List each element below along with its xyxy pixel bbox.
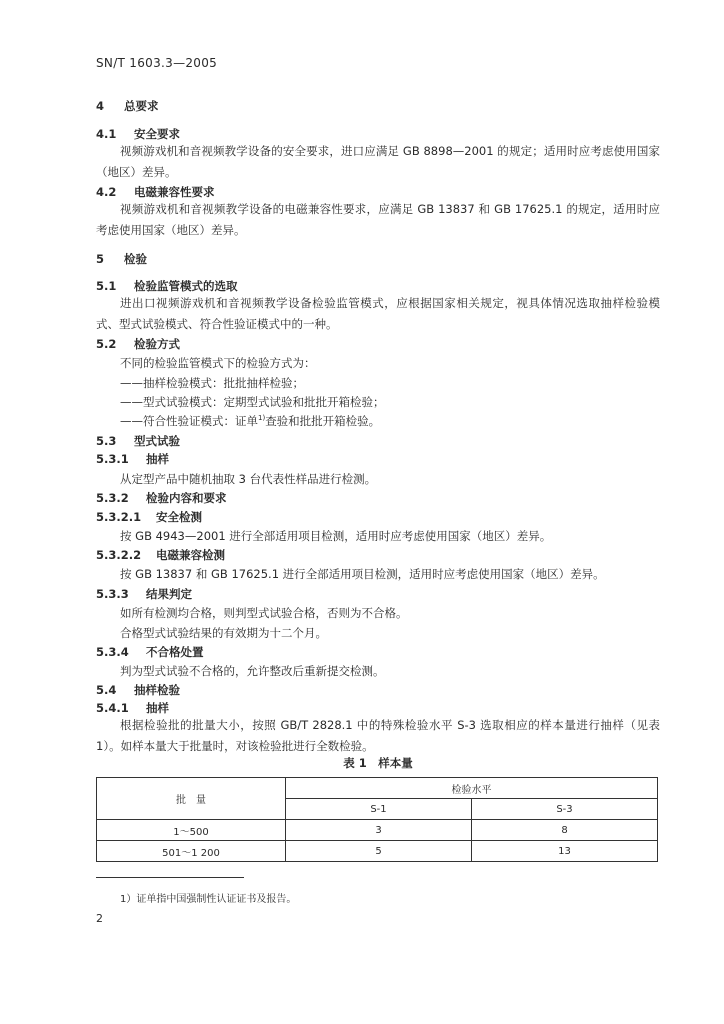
section-title: 安全检测 (156, 510, 202, 524)
section-number: 4.2 (96, 185, 117, 199)
table-cell: 1～500 (97, 820, 286, 841)
paragraph: 按 GB 13837 和 GB 17625.1 进行全部适用项目检测，适用时应考虑使用国家（地区）差异。 (120, 567, 605, 581)
section-heading (96, 644, 204, 660)
paragraph: 视频游戏机和音视频教学设备的电磁兼容性要求，应满足 GB 13837 和 GB 17625.1 的规定，适用时应考虑使用国家（地区）差异。 (96, 202, 660, 237)
section-title: 抽样 (146, 452, 169, 466)
section-number: 5.3.2.2 (96, 548, 142, 562)
section-heading (96, 586, 192, 602)
section-title: 检验方式 (134, 337, 180, 351)
section-number: 5.3.3 (96, 587, 129, 601)
document-code: SN/T 1603.3—2005 (96, 56, 218, 70)
paragraph: 合格型式试验结果的有效期为十二个月。 (120, 626, 327, 640)
section-number: 5.3.4 (96, 645, 129, 659)
paragraph: 从定型产品中随机抽取 3 台代表性样品进行检测。 (120, 472, 377, 486)
section-number: 5.3 (96, 434, 117, 448)
section-number: 5.4.1 (96, 701, 129, 715)
paragraph: 视频游戏机和音视频教学设备的安全要求，进口应满足 GB 8898—2001 的规定；适用时应考虑使用国家（地区）差异。 (96, 144, 660, 179)
section-heading (96, 433, 180, 449)
list-item: ——抽样检验模式：批批抽样检验； (120, 376, 304, 390)
section-heading (96, 700, 169, 716)
section-title: 抽样检验 (134, 683, 180, 697)
section-heading (96, 509, 202, 525)
section-title: 型式试验 (134, 434, 180, 448)
column-header-s1: S-1 (286, 799, 472, 820)
section-heading (96, 251, 147, 267)
section-title: 检验内容和要求 (146, 491, 227, 505)
section-title: 不合格处置 (146, 645, 204, 659)
table-cell: 501～1 200 (97, 841, 286, 862)
section-number: 5.1 (96, 279, 117, 293)
section-title: 总要求 (124, 99, 159, 113)
section-number: 5.3.2.1 (96, 510, 142, 524)
footnote: 1）证单指中国强制性认证证书及报告。 (120, 894, 297, 905)
section-heading (96, 126, 180, 142)
section-title: 安全要求 (134, 127, 180, 141)
paragraph: 根据检验批的批量大小，按照 GB/T 2828.1 中的特殊检验水平 S-3 选取相应的样本量进行抽样（见表 1）。如样本量大于批量时，对该检验批进行全数检验。 (96, 718, 660, 753)
section-number: 5 (96, 252, 105, 266)
section-title: 结果判定 (146, 587, 192, 601)
paragraph: 如所有检测均合格，则判型式试验合格，否则为不合格。 (120, 606, 408, 620)
section-title: 抽样 (146, 701, 169, 715)
paragraph: 进出口视频游戏机和音视频教学设备检验监管模式，应根据国家相关规定，视具体情况选取抽样检验模式、型式试验模式、符合性验证模式中的一种。 (96, 296, 660, 331)
section-heading (96, 547, 225, 563)
footnote-ref: 1) (258, 414, 266, 423)
section-number: 5.3.2 (96, 491, 129, 505)
column-header-s3: S-3 (472, 799, 658, 820)
section-heading (96, 98, 159, 114)
column-header-inspection-level: 检验水平 (286, 778, 658, 799)
table-caption: 表 1 样本量 (343, 756, 413, 770)
section-title: 检验 (124, 252, 147, 266)
table-row (97, 841, 658, 862)
list-item-text: 查验和批批开箱检验。 (265, 414, 381, 428)
section-title: 电磁兼容性要求 (134, 185, 215, 199)
section-heading (96, 682, 180, 698)
page-number: 2 (96, 912, 103, 925)
sample-size-table (96, 777, 658, 862)
column-header-batch: 批 量 (97, 778, 286, 820)
section-number: 4 (96, 99, 105, 113)
section-heading (96, 490, 227, 506)
paragraph: 判为型式试验不合格的，允许整改后重新提交检测。 (120, 664, 385, 678)
table-cell: 8 (472, 820, 658, 841)
section-number: 5.3.1 (96, 452, 129, 466)
section-number: 4.1 (96, 127, 117, 141)
section-number: 5.4 (96, 683, 117, 697)
section-heading (96, 451, 169, 467)
list-item (120, 413, 380, 429)
table-row (97, 820, 658, 841)
section-heading (96, 278, 238, 294)
section-heading (96, 184, 215, 200)
footnote-divider (96, 877, 244, 878)
section-title: 检验监管模式的选取 (134, 279, 238, 293)
section-title: 电磁兼容检测 (156, 548, 225, 562)
table-cell: 13 (472, 841, 658, 862)
list-item-text: ——符合性验证模式：证单 (120, 414, 258, 428)
section-heading (96, 336, 180, 352)
list-item: ——型式试验模式：定期型式试验和批批开箱检验； (120, 395, 385, 409)
paragraph: 按 GB 4943—2001 进行全部适用项目检测，适用时应考虑使用国家（地区）差异。 (120, 529, 552, 543)
section-number: 5.2 (96, 337, 117, 351)
table-cell: 3 (286, 820, 472, 841)
table-cell: 5 (286, 841, 472, 862)
paragraph: 不同的检验监管模式下的检验方式为： (120, 356, 316, 370)
